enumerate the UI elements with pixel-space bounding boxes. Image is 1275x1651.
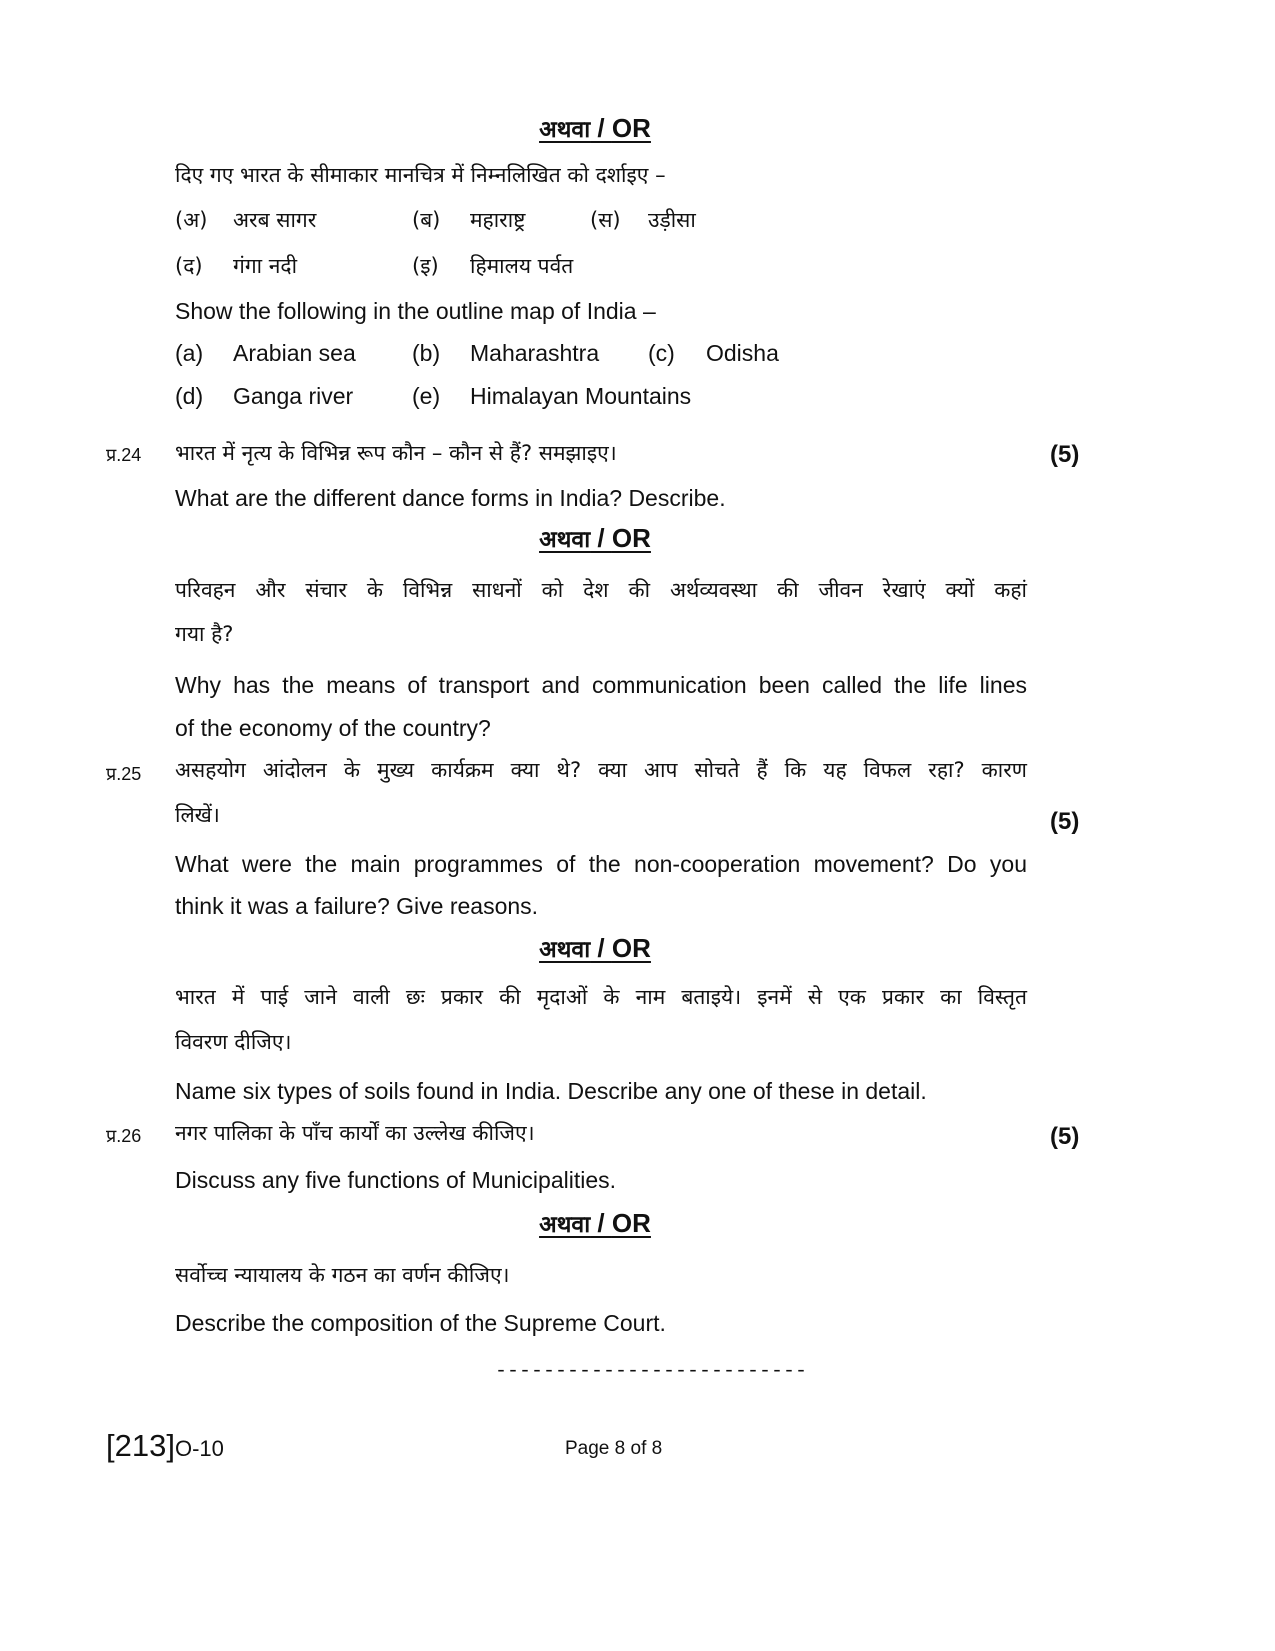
q26-english: Discuss any five functions of Municipalities. <box>175 1167 617 1193</box>
paper-code <box>106 1428 224 1464</box>
paper-code-main: [213] <box>106 1428 175 1463</box>
hindi-item-label: (अ) <box>175 208 208 232</box>
hindi-item-label: (ब) <box>412 208 441 232</box>
q26-hindi: नगर पालिका के पाँच कार्यों का उल्लेख कीजिए। <box>175 1121 535 1145</box>
q25-or-hindi-line1: भारत में पाई जाने वाली छः प्रकार की मृदाओं के नाम बताइये। इनमें से एक प्रकार का विस्तृत <box>175 985 1027 1009</box>
question-number: प्र.26 <box>106 1126 142 1146</box>
hindi-item-text: महाराष्ट्र <box>470 208 526 232</box>
q24-hindi: भारत में नृत्य के विभिन्न रूप कौन – कौन से हैं? समझाइए। <box>175 441 617 465</box>
english-item-label: (e) <box>412 383 441 409</box>
q25-marks: (5) <box>1050 808 1080 835</box>
page-number: Page 8 of 8 <box>565 1438 663 1459</box>
q26-marks: (5) <box>1050 1123 1080 1150</box>
q25-hindi-line1: असहयोग आंदोलन के मुख्य कार्यक्रम क्या थे? क्या आप सोचते हैं कि यह विफल रहा? कारण <box>175 758 1027 782</box>
english-item-text: Odisha <box>706 340 779 366</box>
or-heading: अथवा / OR <box>539 1208 651 1238</box>
q24-or-hindi-line1: परिवहन और संचार के विभिन्न साधनों को देश की अर्थव्यवस्था की जीवन रेखाएं क्यों कहां <box>175 578 1027 602</box>
q24-english: What are the different dance forms in India? Describe. <box>175 485 726 511</box>
hindi-item-text: गंगा नदी <box>233 254 298 278</box>
q24-or-english-line2: of the economy of the country? <box>175 715 491 741</box>
q24-or-hindi-line2: गया है? <box>175 622 234 646</box>
hindi-item-text: हिमालय पर्वत <box>470 254 574 278</box>
hindi-item-text: अरब सागर <box>233 208 317 232</box>
or-heading: अथवा / OR <box>539 113 651 143</box>
q25-english-line1: What were the main programmes of the non-cooperation movement? Do you <box>175 851 1027 877</box>
or-heading: अथवा / OR <box>539 933 651 963</box>
english-item-label: (b) <box>412 340 441 366</box>
q25-or-english: Name six types of soils found in India. Describe any one of these in detail. <box>175 1078 927 1104</box>
hindi-item-label: (स) <box>590 208 621 232</box>
english-item-text: Arabian sea <box>233 340 356 366</box>
hindi-item-label: (इ) <box>412 254 439 278</box>
q25-hindi-line2: लिखें। <box>175 803 220 827</box>
paper-code-suffix: O-10 <box>174 1436 224 1461</box>
q25-english-line2: think it was a failure? Give reasons. <box>175 893 539 919</box>
hindi-item-text: उड़ीसा <box>648 208 696 232</box>
english-item-text: Maharashtra <box>470 340 600 366</box>
q24-marks: (5) <box>1050 441 1080 468</box>
english-item-text: Himalayan Mountains <box>470 383 692 409</box>
hindi-item-label: (द) <box>175 254 203 278</box>
q23-or-english-instruction: Show the following in the outline map of India – <box>175 298 656 324</box>
q26-or-hindi: सर्वोच्च न्यायालय के गठन का वर्णन कीजिए। <box>175 1263 510 1287</box>
or-heading: अथवा / OR <box>539 523 651 553</box>
q23-or-hindi-instruction: दिए गए भारत के सीमाकार मानचित्र में निम्नलिखित को दर्शाइए – <box>175 163 666 187</box>
question-number: प्र.24 <box>106 445 142 465</box>
q26-or-english: Describe the composition of the Supreme Court. <box>175 1310 666 1336</box>
english-item-text: Ganga river <box>233 383 354 409</box>
end-divider: -------------------------- <box>495 1360 808 1383</box>
english-item-label: (c) <box>648 340 675 366</box>
q24-or-english-line1: Why has the means of transport and communication been called the life lines <box>175 672 1027 698</box>
q25-or-hindi-line2: विवरण दीजिए। <box>175 1030 292 1054</box>
english-item-label: (a) <box>175 340 204 366</box>
question-number: प्र.25 <box>106 764 142 784</box>
english-item-label: (d) <box>175 383 204 409</box>
